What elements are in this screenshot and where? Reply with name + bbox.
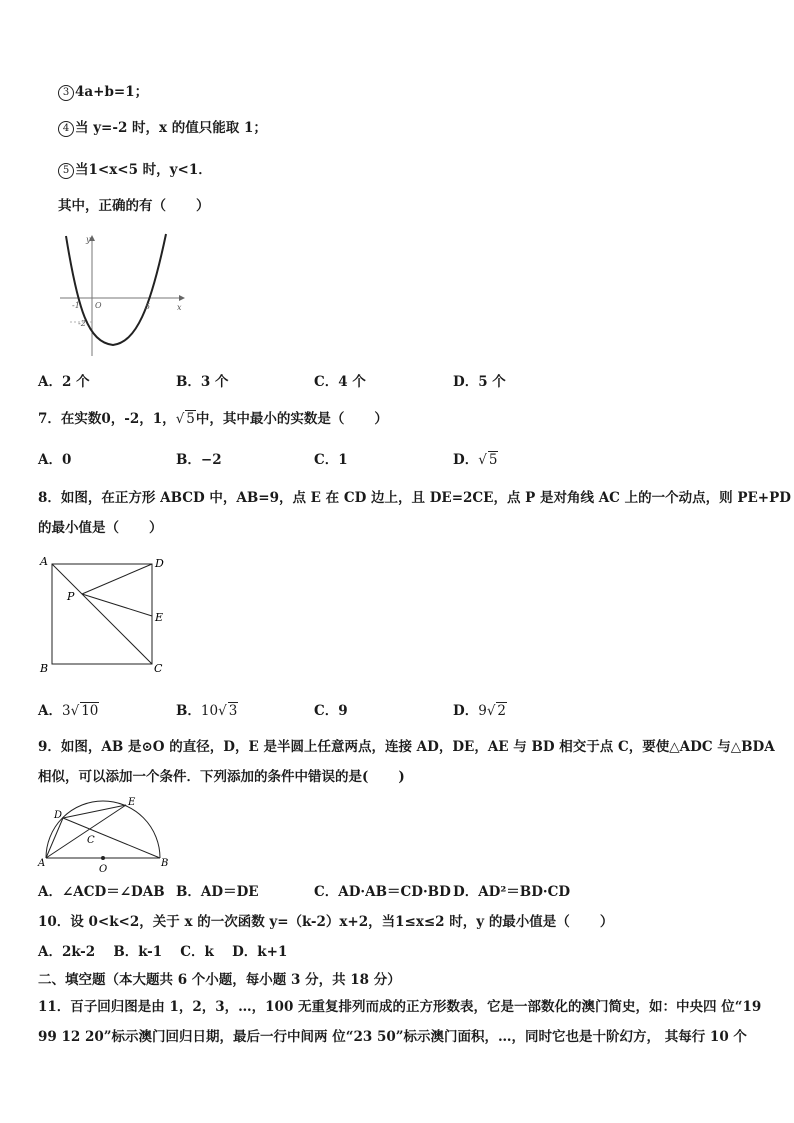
q9-stem-close: ) bbox=[398, 769, 405, 785]
label-a: A bbox=[40, 555, 48, 568]
q8-option-b bbox=[176, 701, 238, 721]
q6-stem-text: 其中，正确的有（ bbox=[58, 198, 166, 214]
q8-option-d bbox=[453, 701, 507, 721]
sqrt-symbol: √ bbox=[218, 703, 227, 719]
label-c: C bbox=[154, 662, 163, 675]
q9-option-d: D．AD²＝BD·CD bbox=[453, 884, 571, 900]
q11-line1: 11．百子回归图是由 1，2，3，…，100 无重复排列而成的正方形数表，它是一部数化的澳门简史，如：中央四 位“19 bbox=[38, 999, 762, 1015]
q6-item-4 bbox=[58, 118, 267, 138]
label-a: A bbox=[38, 858, 46, 869]
q7-option-a: A．0 bbox=[38, 452, 72, 468]
q10-stem-close: ） bbox=[599, 914, 614, 930]
label-b: B bbox=[161, 858, 169, 869]
q8-stem-close: ） bbox=[149, 520, 163, 536]
q7-stem-close: ） bbox=[374, 411, 388, 427]
q8-option-a-prefix: A． bbox=[38, 703, 62, 719]
graph-tick-neg1: -1 bbox=[72, 301, 80, 310]
q7-option-b: B．−2 bbox=[176, 452, 222, 468]
q9-option-c: C．AD·AB＝CD·BD bbox=[314, 884, 451, 900]
graph-tick-neg2: -2 bbox=[78, 319, 86, 328]
q7-option-d-radicand: 5 bbox=[488, 452, 498, 468]
q8-option-d-radicand: 2 bbox=[497, 703, 507, 719]
sqrt-symbol: √ bbox=[478, 452, 487, 468]
q9-stem-line1: 9．如图，AB 是⊙O 的直径，D，E 是半圆上任意两点，连接 AD，DE，AE 与 BD 相交于点 C，要使△ADC 与△BDA bbox=[38, 739, 775, 755]
label-e: E bbox=[128, 797, 136, 808]
q6-item-3-text: 4a+b=1； bbox=[75, 84, 149, 100]
q10-options: A．2k-2 B．k-1 C．k D．k+1 bbox=[38, 944, 288, 960]
q6-item-5 bbox=[58, 160, 212, 180]
sqrt-symbol: √ bbox=[70, 703, 80, 719]
parabola-curve bbox=[66, 234, 166, 345]
q7-option-c: C．1 bbox=[314, 452, 348, 468]
circled-number-3: 3 bbox=[58, 85, 74, 101]
label-c: C bbox=[87, 835, 95, 846]
q7-option-d bbox=[453, 450, 498, 470]
q8-option-b-prefix: B． bbox=[176, 703, 201, 719]
q11-line2: 99 12 20”标示澳门回归日期，最后一行中间两 位“23 50”标示澳门面积，…，同时它也是十阶幻方， 其每行 10 个 bbox=[38, 1029, 747, 1045]
q8-stem-line2-text: 的最小值是（ bbox=[38, 520, 119, 536]
q8-option-a-coef: 3 bbox=[61, 703, 71, 719]
segment-pd bbox=[82, 564, 152, 594]
graph-origin-label: O bbox=[95, 301, 102, 310]
q8-option-d-coef: 9 bbox=[478, 703, 487, 719]
section-2-title: 二、填空题（本大题共 6 个小题，每小题 3 分，共 18 分） bbox=[38, 972, 401, 988]
label-e: E bbox=[155, 611, 164, 624]
q6-option-c: C．4 个 bbox=[314, 374, 366, 390]
sqrt-symbol: √ bbox=[486, 703, 496, 719]
sqrt-symbol: √ bbox=[175, 411, 185, 427]
q8-option-a-radicand: 10 bbox=[81, 703, 99, 719]
circled-number-4: 4 bbox=[58, 121, 74, 137]
q10-stem bbox=[38, 912, 613, 932]
q7-sqrt-radicand: 5 bbox=[186, 411, 195, 427]
q6-option-d: D．5 个 bbox=[453, 374, 506, 390]
q6-item-5-text: 当1<x<5 时，y<1． bbox=[75, 162, 212, 178]
q6-stem-close: ） bbox=[196, 198, 210, 214]
q8-option-d-prefix: D． bbox=[453, 703, 479, 719]
q9-option-b: B．AD＝DE bbox=[176, 884, 259, 900]
graph-tick-5: 5 bbox=[145, 302, 151, 311]
q9-stem-line2 bbox=[38, 767, 405, 787]
q9-stem-line2-text: 相似，可以添加一个条件．下列添加的条件中错误的是( bbox=[38, 769, 369, 785]
q8-option-a bbox=[38, 701, 99, 721]
q7-stem bbox=[38, 409, 388, 429]
diagonal-ac bbox=[52, 564, 152, 664]
center-o-dot bbox=[101, 856, 105, 860]
label-d: D bbox=[54, 810, 63, 821]
q8-stem-line1: 8．如图，在正方形 ABCD 中，AB=9，点 E 在 CD 边上，且 DE=2CE，点 P 是对角线 AC 上的一个动点，则 PE+PD bbox=[38, 490, 791, 506]
q9-semicircle-figure bbox=[36, 796, 172, 876]
q8-option-b-coef: 10 bbox=[200, 703, 219, 719]
label-d: D bbox=[155, 557, 164, 570]
q6-item-3 bbox=[58, 82, 148, 102]
q6-item-4-text: 当 y=-2 时，x 的值只能取 1； bbox=[75, 120, 267, 136]
q6-option-a: A．2 个 bbox=[38, 374, 90, 390]
q8-stem-line2 bbox=[38, 518, 163, 538]
q6-option-b: B．3 个 bbox=[176, 374, 229, 390]
q6-parabola-graph bbox=[58, 230, 192, 358]
label-o: O bbox=[99, 864, 108, 875]
label-p: P bbox=[67, 590, 75, 603]
q6-stem bbox=[58, 196, 210, 216]
q8-square-figure bbox=[36, 554, 168, 676]
label-b: B bbox=[40, 662, 49, 675]
graph-y-label: y bbox=[86, 235, 91, 244]
q8-option-c: C．9 bbox=[314, 703, 348, 719]
q7-stem-text: 7．在实数0，-2，1， bbox=[38, 411, 176, 427]
q9-option-a: A．∠ACD＝∠DAB bbox=[38, 884, 165, 900]
segment-bd bbox=[63, 818, 160, 858]
q7-stem-tail: 中，其中最小的实数是（ bbox=[195, 411, 345, 427]
q10-stem-text: 10．设 0<k<2，关于 x 的一次函数 y=（k-2）x+2，当1≤x≤2 时，y 的最小值是（ bbox=[38, 914, 570, 930]
q8-option-b-radicand: 3 bbox=[228, 703, 238, 719]
graph-x-label: x bbox=[177, 303, 182, 312]
q7-option-d-prefix: D． bbox=[453, 452, 479, 468]
circled-number-5: 5 bbox=[58, 163, 74, 179]
